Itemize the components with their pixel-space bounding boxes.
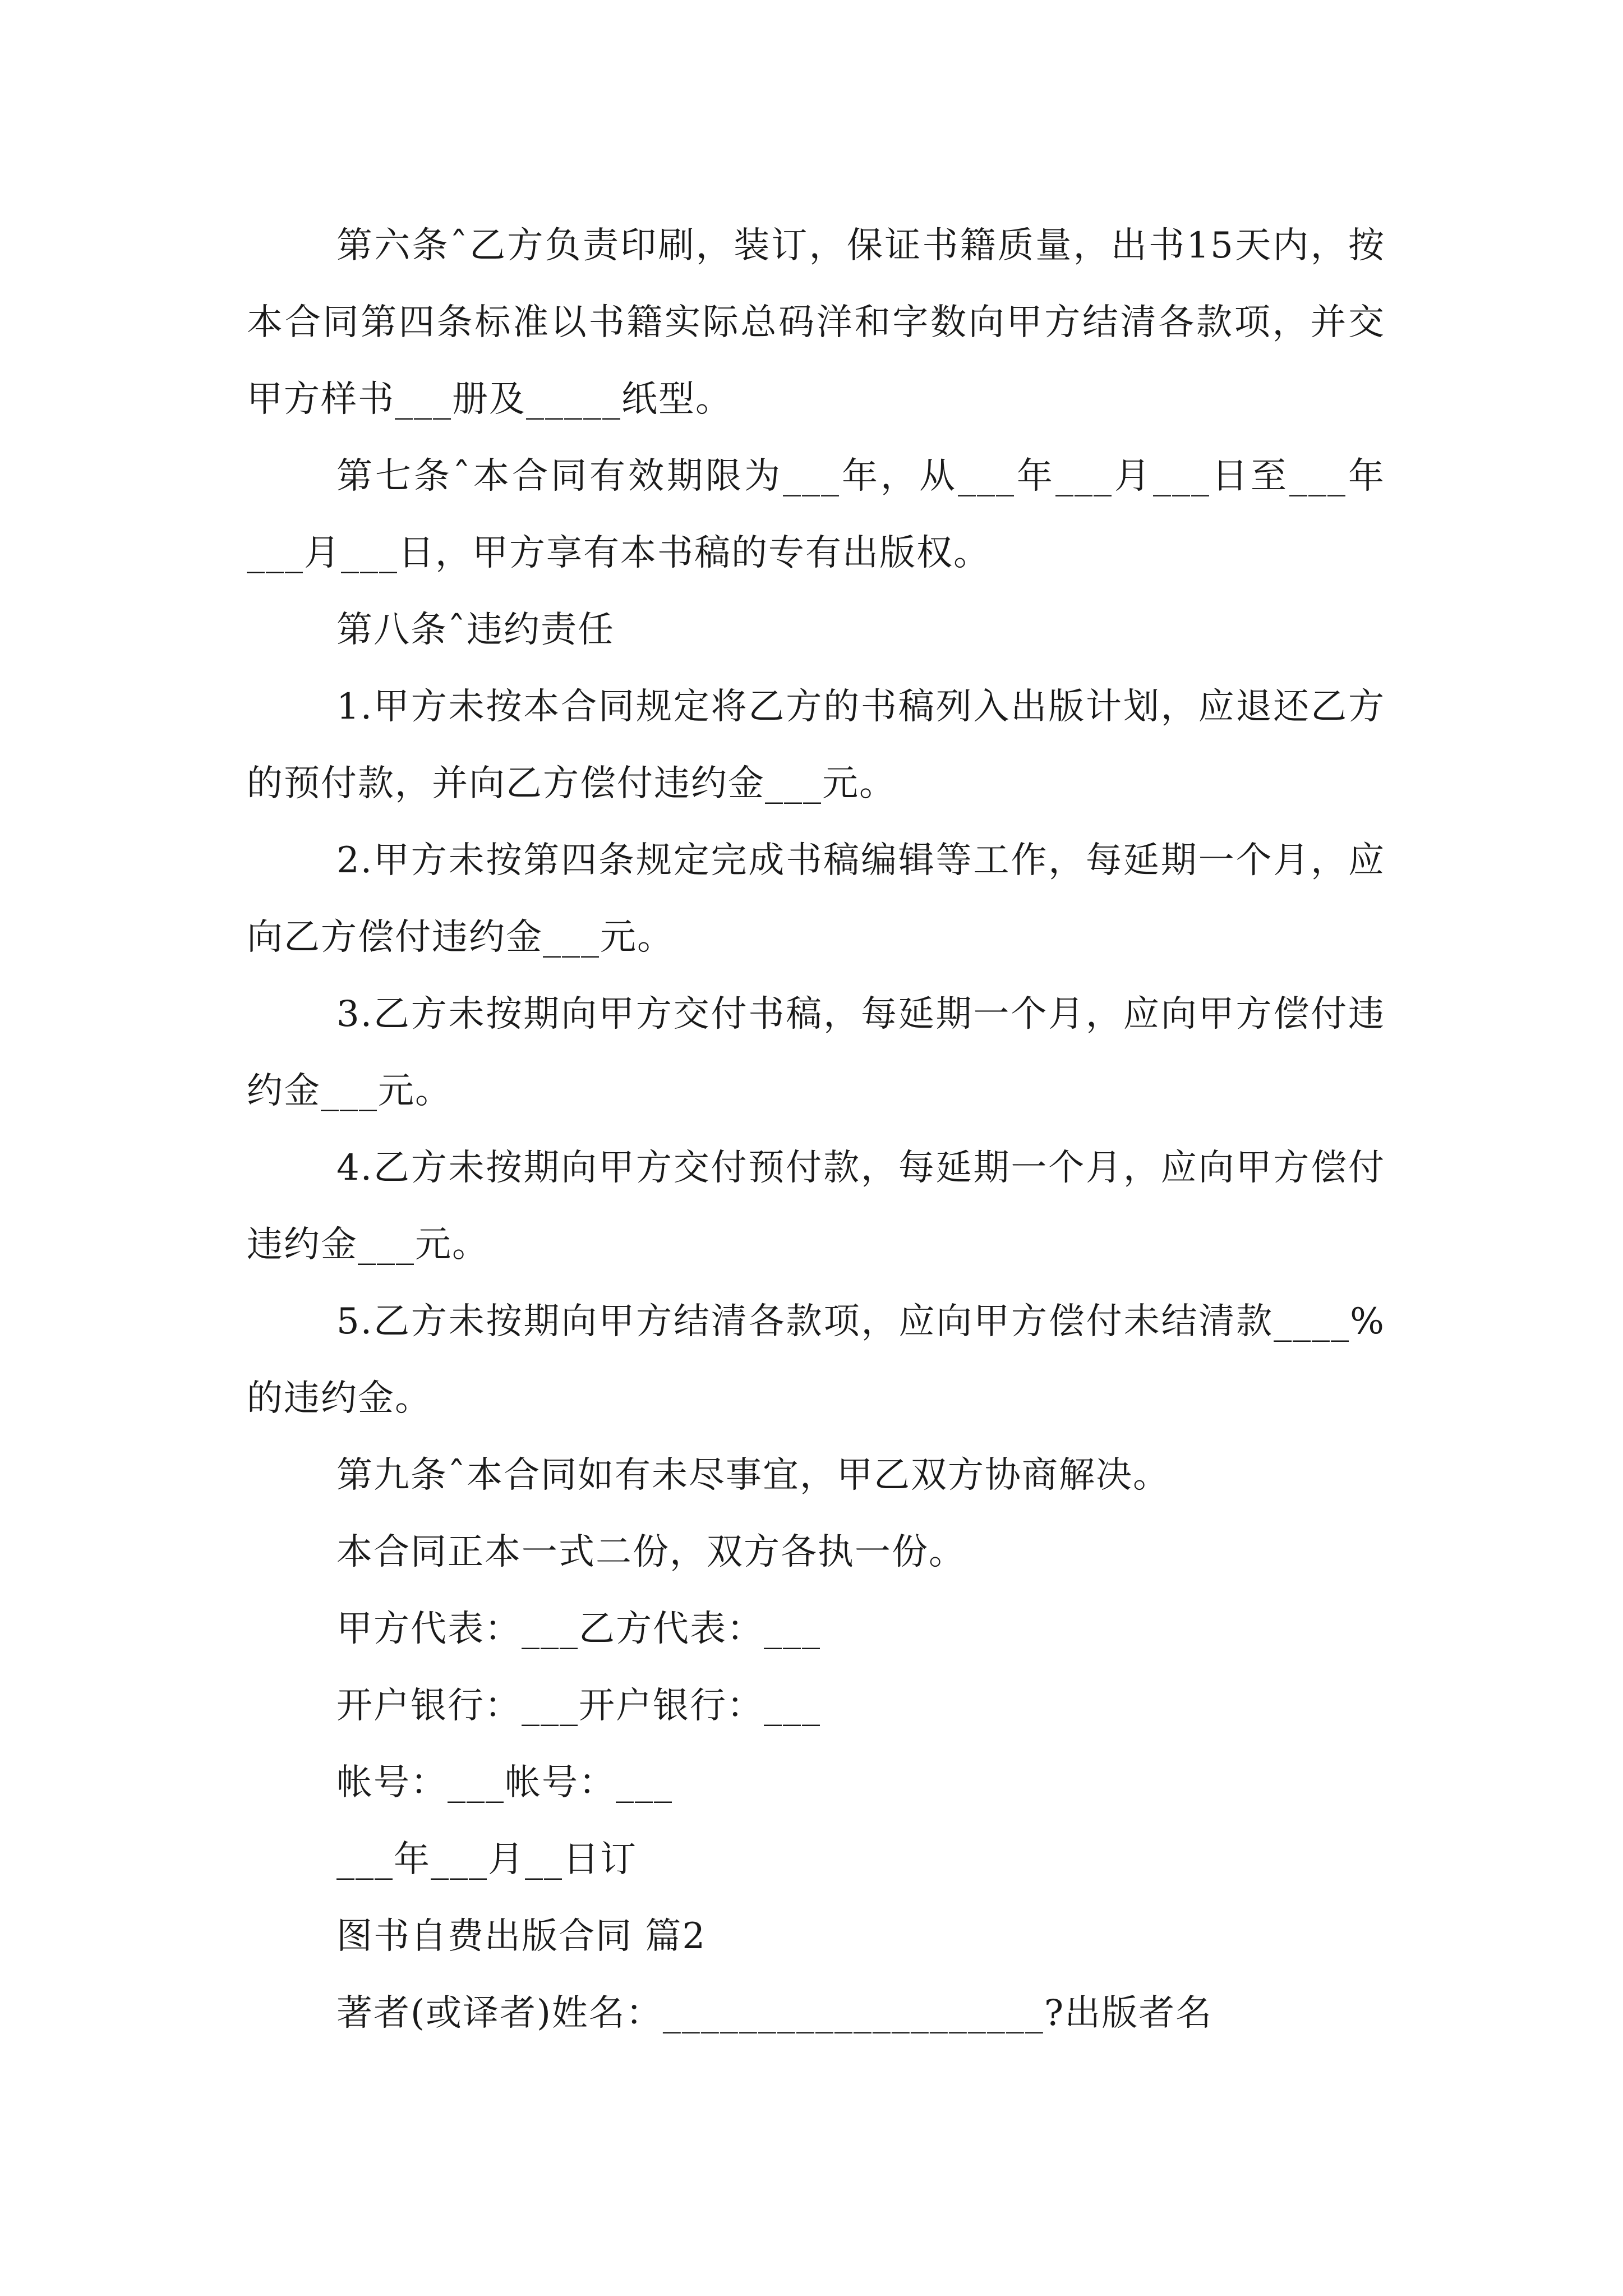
breach-clause-2: 2.甲方未按第四条规定完成书稿编辑等工作，每延期一个月，应向乙方偿付违约金___元。 [247, 840, 1385, 958]
signing-date-line: ___年___月__日订 [336, 1839, 637, 1880]
bank-line: 开户银行：___开户银行：___ [336, 1685, 821, 1727]
breach-clause-5: 5.乙方未按期向甲方结清各款项，应向甲方偿付未结清款____%的违约金。 [247, 1301, 1385, 1419]
representatives-line: 甲方代表：___乙方代表：___ [336, 1608, 821, 1650]
article-8-heading: 第八条ˆ违约责任 [336, 609, 615, 651]
contract-2-title: 图书自费出版合同 篇2 [336, 1916, 707, 1957]
breach-clause-1: 1.甲方未按本合同规定将乙方的书稿列入出版计划，应退还乙方的预付款，并向乙方偿付违约金___元。 [247, 686, 1385, 804]
author-name-line: 著者(或译者)姓名：____________________?出版者名 [336, 1993, 1213, 2034]
article-6-paragraph: 第六条ˆ乙方负责印刷，装订，保证书籍质量，出书15天内，按本合同第四条标准以书籍实际总码洋和字数向甲方结清各款项，并交甲方样书___册及_____纸型。 [247, 225, 1385, 420]
article-9-paragraph: 第九条ˆ本合同如有未尽事宜，甲乙双方协商解决。 [336, 1455, 1170, 1496]
account-line: 帐号：___帐号：___ [336, 1762, 673, 1803]
document-page [247, 208, 1385, 2052]
breach-clause-4: 4.乙方未按期向甲方交付预付款，每延期一个月，应向甲方偿付违约金___元。 [247, 1147, 1385, 1266]
breach-clause-3: 3.乙方未按期向甲方交付书稿，每延期一个月，应向甲方偿付违约金___元。 [247, 993, 1385, 1112]
copies-statement: 本合同正本一式二份，双方各执一份。 [336, 1531, 966, 1573]
article-7-paragraph: 第七条ˆ本合同有效期限为___年，从___年___月___日至___年___月___日，甲方享有本书稿的专有出版权。 [247, 455, 1385, 574]
